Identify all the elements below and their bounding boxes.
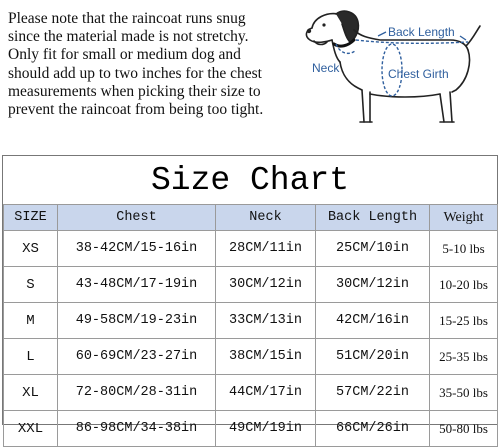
table-row (4, 411, 498, 447)
cell-chest: 43-48CM/17-19in (58, 267, 216, 303)
cell-neck: 30CM/12in (216, 267, 316, 303)
cell-back-length: 42CM/16in (316, 303, 430, 339)
cell-chest: 86-98CM/34-38in (58, 411, 216, 447)
chart-title: Size Chart (150, 161, 350, 199)
column-header-weight: Weight (430, 205, 498, 231)
note-line: Only fit for small or medium dog and (8, 46, 241, 64)
cell-weight: 10-20 lbs (430, 267, 498, 303)
table-row (4, 375, 498, 411)
cell-size: L (4, 339, 58, 375)
neck-label: Neck (312, 61, 340, 75)
column-header-neck: Neck (216, 205, 316, 231)
cell-size: M (4, 303, 58, 339)
cell-size: XL (4, 375, 58, 411)
note-line: since the material made is not stretchy. (8, 28, 249, 46)
cell-weight: 5-10 lbs (430, 231, 498, 267)
cell-back-length: 57CM/22in (316, 375, 430, 411)
cell-weight: 50-80 lbs (430, 411, 498, 447)
cell-neck: 49CM/19in (216, 411, 316, 447)
cell-back-length: 30CM/12in (316, 267, 430, 303)
back-length-label: Back Length (388, 25, 455, 39)
cell-weight: 35-50 lbs (430, 375, 498, 411)
note-line: measurements when picking their size to (8, 82, 261, 100)
size-chart (2, 155, 498, 437)
cell-back-length: 66CM/26in (316, 411, 430, 447)
column-header-size: SIZE (4, 205, 58, 231)
note-line: Please note that the raincoat runs snug (8, 10, 246, 27)
table-row (4, 303, 498, 339)
chest-girth-label: Chest Girth (388, 67, 449, 81)
cell-back-length: 51CM/20in (316, 339, 430, 375)
cell-size: S (4, 267, 58, 303)
column-header-back-length: Back Length (316, 205, 430, 231)
note-line: prevent the raincoat from being too tight. (8, 101, 264, 119)
table-row (4, 267, 498, 303)
cell-chest: 38-42CM/15-16in (58, 231, 216, 267)
dog-measurement-diagram (300, 0, 500, 145)
note-line: should add up to two inches for the chest (8, 64, 262, 82)
table-row (4, 339, 498, 375)
cell-weight: 25-35 lbs (430, 339, 498, 375)
cell-size: XXL (4, 411, 58, 447)
column-header-chest: Chest (58, 205, 216, 231)
cell-chest: 49-58CM/19-23in (58, 303, 216, 339)
cell-back-length: 25CM/10in (316, 231, 430, 267)
cell-neck: 33CM/13in (216, 303, 316, 339)
size-table (3, 204, 498, 447)
cell-chest: 60-69CM/23-27in (58, 339, 216, 375)
table-header-row (4, 205, 498, 231)
sizing-note (8, 10, 308, 119)
table-row (4, 231, 498, 267)
cell-neck: 38CM/15in (216, 339, 316, 375)
cell-size: XS (4, 231, 58, 267)
cell-neck: 28CM/11in (216, 231, 316, 267)
cell-chest: 72-80CM/28-31in (58, 375, 216, 411)
cell-weight: 15-25 lbs (430, 303, 498, 339)
cell-neck: 44CM/17in (216, 375, 316, 411)
